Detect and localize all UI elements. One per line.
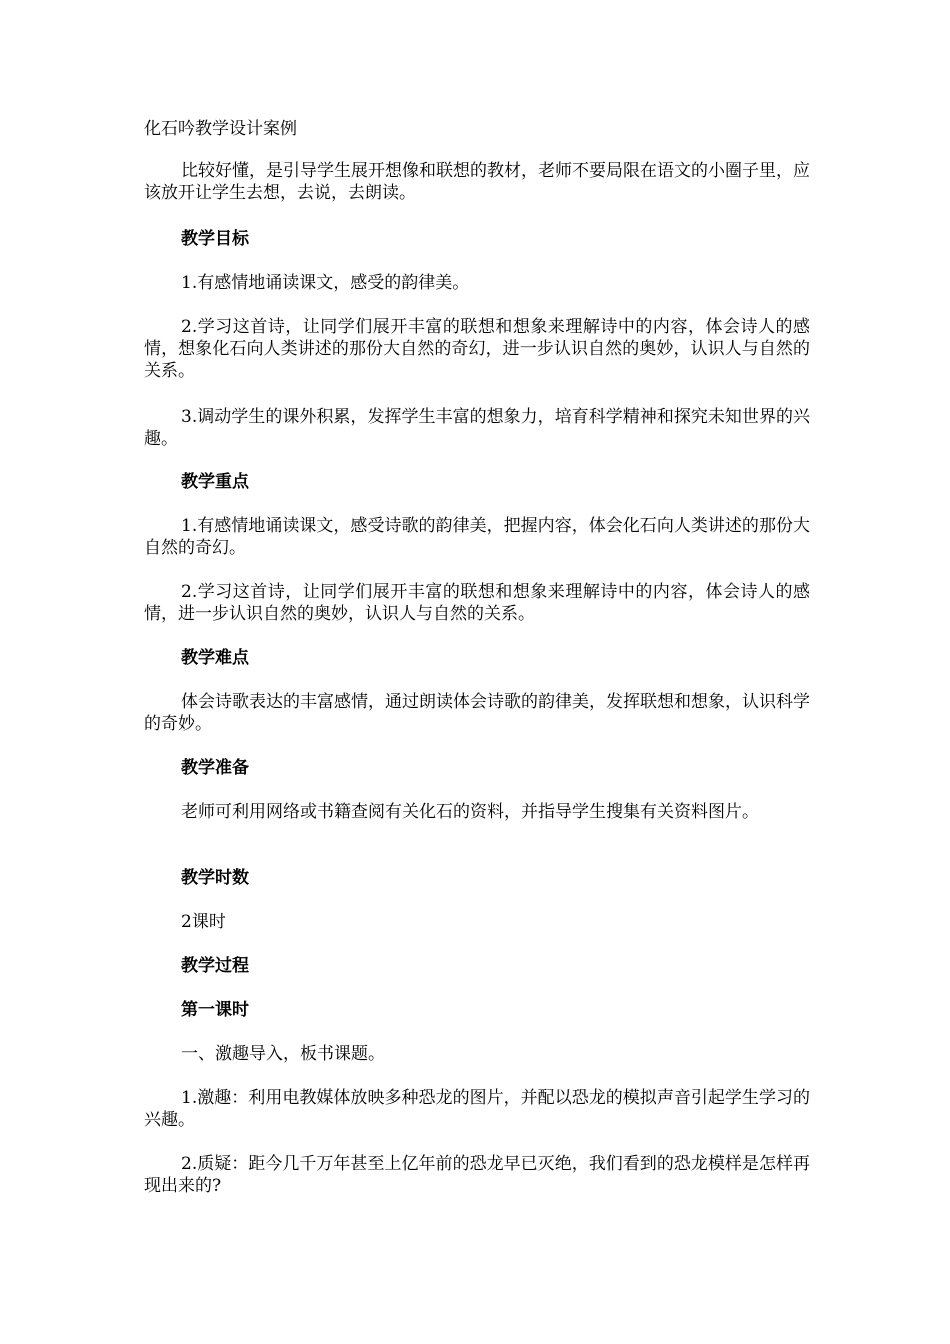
difficulty-paragraph: 体会诗歌表达的丰富感情，通过朗读体会诗歌的韵律美，发挥联想和想象，认识科学的奇妙。 bbox=[144, 692, 810, 734]
class-hours-paragraph: 2课时 bbox=[181, 912, 226, 932]
heading-first-lesson: 第一课时 bbox=[181, 1000, 249, 1020]
heading-teaching-process: 教学过程 bbox=[181, 956, 249, 976]
lesson-step-intro: 一、激趣导入，板书课题。 bbox=[181, 1044, 385, 1064]
heading-teaching-goals: 教学目标 bbox=[181, 229, 249, 249]
heading-key-points: 教学重点 bbox=[181, 472, 249, 492]
preparation-paragraph: 老师可利用网络或书籍查阅有关化石的资料，并指导学生搜集有关资料图片。 bbox=[181, 802, 759, 822]
intro-paragraph: 比较好懂，是引导学生展开想像和联想的教材，老师不要局限在语文的小圈子里，应该放开让学生去想，去说，去朗读。 bbox=[144, 161, 810, 203]
goal-paragraph-2: 2.学习这首诗，让同学们展开丰富的联想和想象来理解诗中的内容，体会诗人的感情，想象化石向人类讲述的那份大自然的奇幻，进一步认识自然的奥妙，认识人与自然的关系。 bbox=[144, 317, 810, 381]
key-point-paragraph-2: 2.学习这首诗，让同学们展开丰富的联想和想象来理解诗中的内容，体会诗人的感情，进一步认识自然的奥妙，认识人与自然的关系。 bbox=[144, 582, 810, 624]
lesson-step-2: 2.质疑：距今几千万年甚至上亿年前的恐龙早已灭绝，我们看到的恐龙模样是怎样再现出来的? bbox=[144, 1154, 810, 1196]
goal-paragraph-3: 3.调动学生的课外积累，发挥学生丰富的想象力，培育科学精神和探究未知世界的兴趣。 bbox=[144, 407, 810, 449]
heading-difficulties: 教学难点 bbox=[181, 648, 249, 668]
goal-paragraph-1: 1.有感情地诵读课文，感受的韵律美。 bbox=[181, 273, 470, 293]
heading-preparation: 教学准备 bbox=[181, 758, 249, 778]
key-point-paragraph-1: 1.有感情地诵读课文，感受诗歌的韵律美，把握内容，体会化石向人类讲述的那份大自然的奇幻。 bbox=[144, 516, 810, 558]
document-title: 化石吟教学设计案例 bbox=[144, 119, 297, 139]
lesson-step-1: 1.激趣：利用电教媒体放映多种恐龙的图片，并配以恐龙的模拟声音引起学生学习的兴趣。 bbox=[144, 1088, 810, 1130]
heading-class-hours: 教学时数 bbox=[181, 868, 249, 888]
